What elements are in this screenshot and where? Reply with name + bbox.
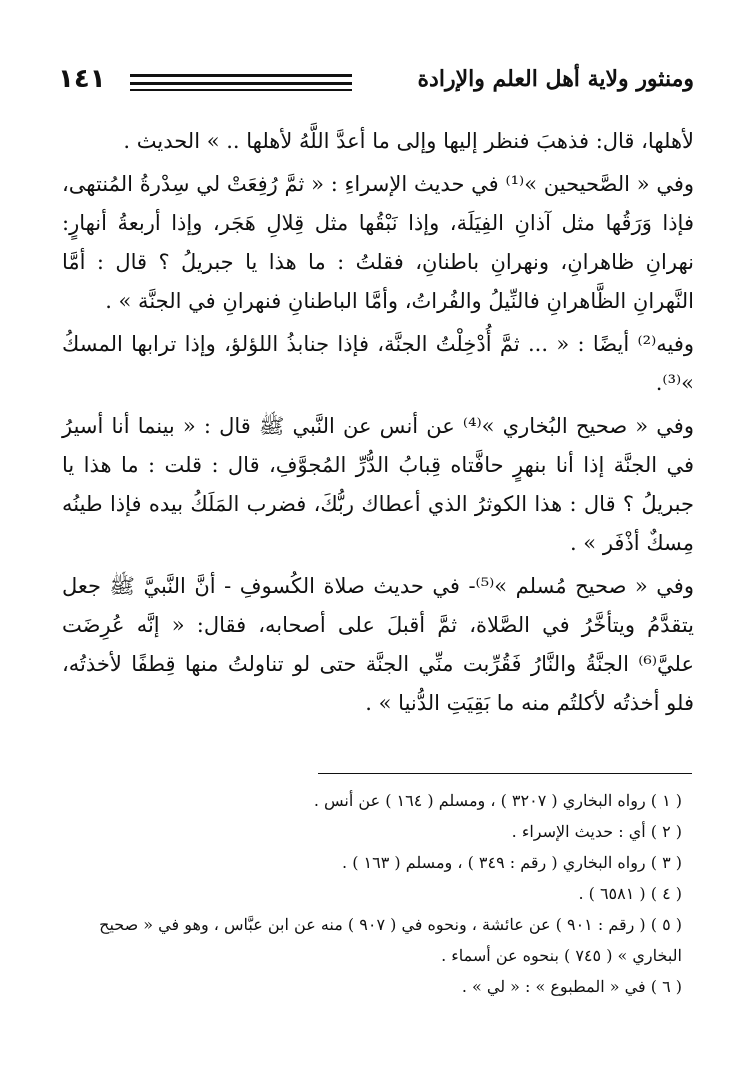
paragraph: وفي « صحيح البُخاري »⁽⁴⁾ عن أنس عن النَّبي ﷺ قال : « بينما أنا أسيرُ في الجنَّة إذا أنا بنهرٍ حافَّتاه قِبابُ الدُّرِّ المُجوَّفِ، قال : قلت : ما هذا يا جبريلُ ؟ قال : هذا الكوثرُ الذي أعطاك ربُّكَ، فضرب المَلَكُ بيده فإذا طينُه مِسكٌ أذْفَر » . xyxy=(62,414,694,555)
footnote: ( ٣ ) رواه البخاري ( رقم : ٣٤٩ ) ، ومسلم ( ١٦٣ ) . xyxy=(342,853,682,872)
paragraph: وفي « صحيح مُسلم »⁽⁵⁾- في حديث صلاة الكُسوفِ - أنَّ النَّبيَّ ﷺ جعل يتقدَّمُ ويتأخَّرُ في الصَّلاة، ثمَّ أقبلَ على أصحابه، فقال: « إنَّه عُرِضَت عليَّ⁽⁶⁾ الجنَّةُ والنَّارُ فَقُرِّبت منِّي الجنَّة حتى لو تناولتُ منها قِطفًا لأخذتُه، فلو أخذتُه لأكلتُم منه ما بَقِيَتِ الدُّنيا » . xyxy=(62,574,694,715)
footnote: ( ٤ ) ( ٦٥٨١ ) . xyxy=(578,884,682,903)
page-number: ١٤١ xyxy=(58,64,106,94)
page-header xyxy=(58,60,694,100)
footnote: ( ١ ) رواه البخاري ( ٣٢٠٧ ) ، ومسلم ( ١٦٤ ) عن أنس . xyxy=(313,791,682,810)
running-title: ومنثور ولاية أهل العلم والإرادة xyxy=(417,66,694,92)
paragraph: وفي « الصَّحيحين »⁽¹⁾ في حديث الإسراءِ : « ثمَّ رُفِعَتْ لي سِدْرةُ المُنتهى، فإذا وَرَقُها مثل آذانِ الفِيَلَة، وإذا نَبْقُها مثل قِلالِ هَجَر، وإذا أربعةُ أنهارٍ: نهرانِ ظاهرانِ، ونهرانِ باطنانِ، فقلتُ : ما هذا يا جبريلُ ؟ قال : أمَّا النَّهرانِ الظَّاهرانِ فالنِّيلُ والفُراتُ، وأمَّا الباطنانِ فنهرانِ في الجنَّة » . xyxy=(62,172,694,313)
header-rule xyxy=(130,89,352,91)
footnotes xyxy=(62,785,694,1002)
paragraph: لأهلها، قال: فذهبَ فنظر إليها وإلى ما أعدَّ اللَّهُ لأهلها .. » الحديث . xyxy=(123,129,694,153)
header-rule xyxy=(130,74,352,77)
footnote: ( ٥ ) ( رقم : ٩٠١ ) عن عائشة ، ونحوه في ( ٩٠٧ ) منه عن ابن عبَّاس ، وهو في « صحيح البخاري » ( ٧٤٥ ) بنحوه عن أسماء . xyxy=(99,915,682,965)
footnote-separator xyxy=(318,773,692,774)
paragraph: وفيه⁽²⁾ أيضًا : « ... ثمَّ أُدْخِلْتُ الجنَّة، فإذا جنابذُ اللؤلؤ، وإذا ترابها المسكُ »⁽³⁾. xyxy=(62,332,694,395)
main-text xyxy=(62,122,694,727)
footnote: ( ٦ ) في « المطبوع » : « لي » . xyxy=(461,977,682,996)
header-rule xyxy=(130,82,352,85)
footnote: ( ٢ ) أي : حديث الإسراء . xyxy=(511,822,682,841)
